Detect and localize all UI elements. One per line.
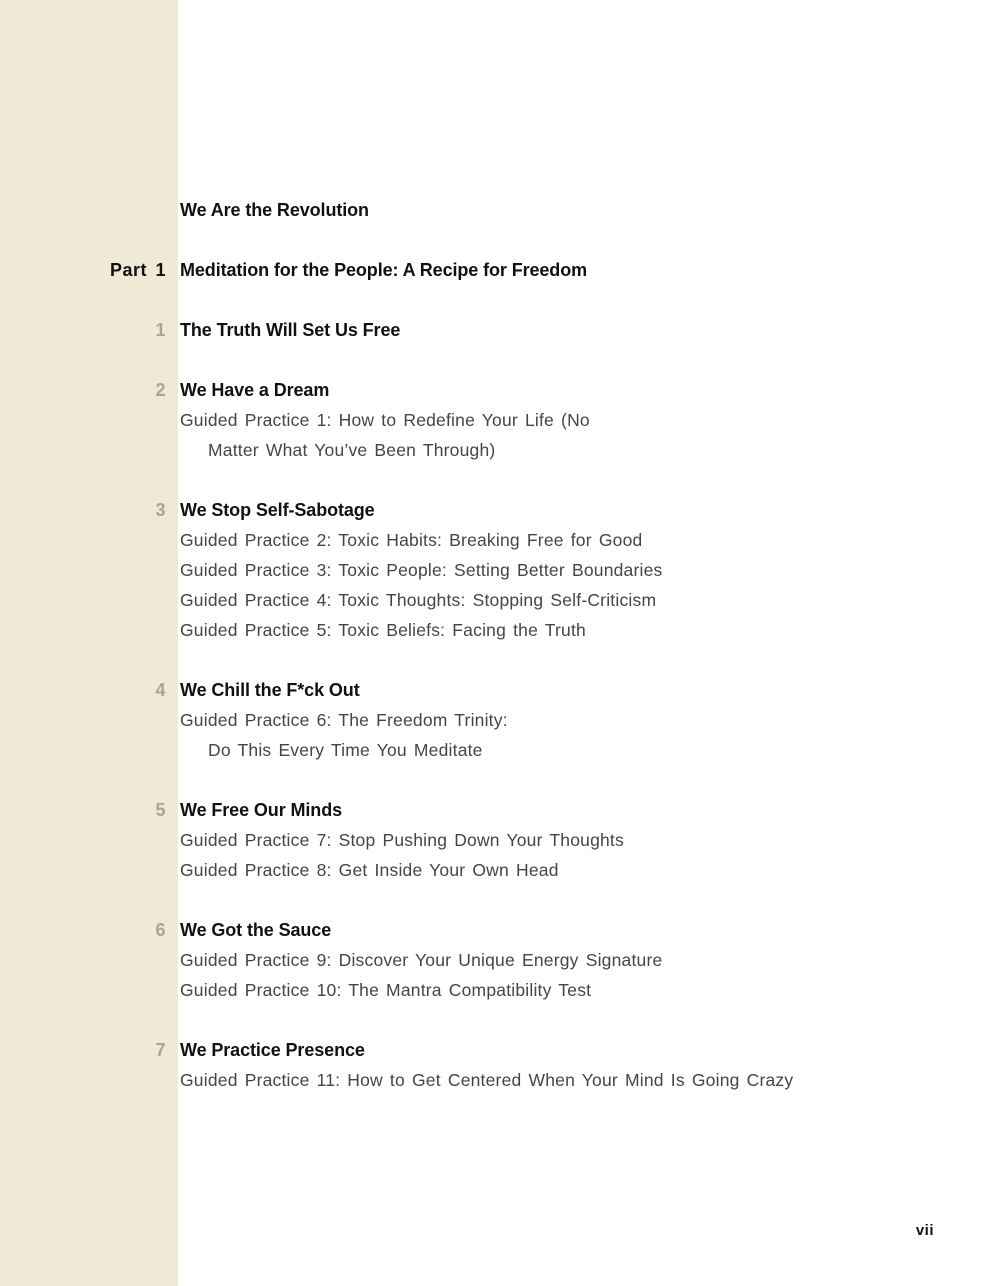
chapter-title: We Got the Sauce: [180, 920, 332, 940]
table-of-contents: [0, 195, 1000, 1125]
guided-practice-line: Guided Practice 9: Discover Your Unique Energy Signature: [180, 950, 663, 970]
toc-entry-part-1: [0, 255, 1000, 285]
chapter-number: 1: [155, 320, 166, 340]
page-number: vii: [915, 1222, 934, 1239]
chapter-title: We Have a Dream: [180, 380, 330, 400]
chapter-number: 5: [155, 800, 166, 820]
chapter-body: [180, 915, 1000, 1005]
toc-chapter-6: [0, 915, 1000, 1005]
guided-practice-line-continuation: Matter What You’ve Been Through): [208, 440, 496, 460]
toc-chapter-7: [0, 1035, 1000, 1095]
chapter-title: We Practice Presence: [180, 1040, 365, 1060]
intro-label-spacer: [0, 195, 166, 225]
part-title: Meditation for the People: A Recipe for Freedom: [180, 260, 588, 280]
chapter-body: [180, 315, 1000, 345]
intro-title: We Are the Revolution: [180, 200, 369, 220]
chapter-body: [180, 375, 1000, 465]
toc-chapter-3: [0, 495, 1000, 645]
guided-practice-line: Guided Practice 5: Toxic Beliefs: Facing the Truth: [180, 620, 586, 640]
chapter-body: [180, 675, 1000, 765]
chapter-number: 3: [155, 500, 166, 520]
chapter-title: We Stop Self-Sabotage: [180, 500, 375, 520]
chapter-title: We Chill the F*ck Out: [180, 680, 360, 700]
toc-chapter-4: [0, 675, 1000, 765]
chapter-number: 2: [155, 380, 166, 400]
guided-practice-line: Guided Practice 11: How to Get Centered When Your Mind Is Going Crazy: [180, 1070, 794, 1090]
guided-practice-line: Guided Practice 7: Stop Pushing Down Your Thoughts: [180, 830, 624, 850]
guided-practice-line: Guided Practice 10: The Mantra Compatibility Test: [180, 980, 592, 1000]
guided-practice-line: Guided Practice 1: How to Redefine Your Life (No: [180, 410, 590, 430]
part-label: Part 1: [109, 260, 166, 280]
chapter-number: 4: [155, 680, 166, 700]
guided-practice-line: Guided Practice 2: Toxic Habits: Breaking Free for Good: [180, 530, 643, 550]
toc-chapter-1: [0, 315, 1000, 345]
chapter-number: 6: [155, 920, 166, 940]
chapter-body: [180, 495, 1000, 645]
guided-practice-line: Guided Practice 3: Toxic People: Setting Better Boundaries: [180, 560, 663, 580]
toc-entry-intro: [0, 195, 1000, 225]
chapter-title: We Free Our Minds: [180, 800, 342, 820]
guided-practice-line: Guided Practice 4: Toxic Thoughts: Stopping Self-Criticism: [180, 590, 657, 610]
chapter-title: The Truth Will Set Us Free: [180, 320, 401, 340]
guided-practice-line: Guided Practice 8: Get Inside Your Own Head: [180, 860, 559, 880]
toc-chapter-2: [0, 375, 1000, 465]
guided-practice-line-continuation: Do This Every Time You Meditate: [208, 740, 483, 760]
chapter-number: 7: [155, 1040, 166, 1060]
chapter-body: [180, 1035, 1000, 1095]
toc-chapter-5: [0, 795, 1000, 885]
guided-practice-line: Guided Practice 6: The Freedom Trinity:: [180, 710, 508, 730]
chapter-body: [180, 795, 1000, 885]
